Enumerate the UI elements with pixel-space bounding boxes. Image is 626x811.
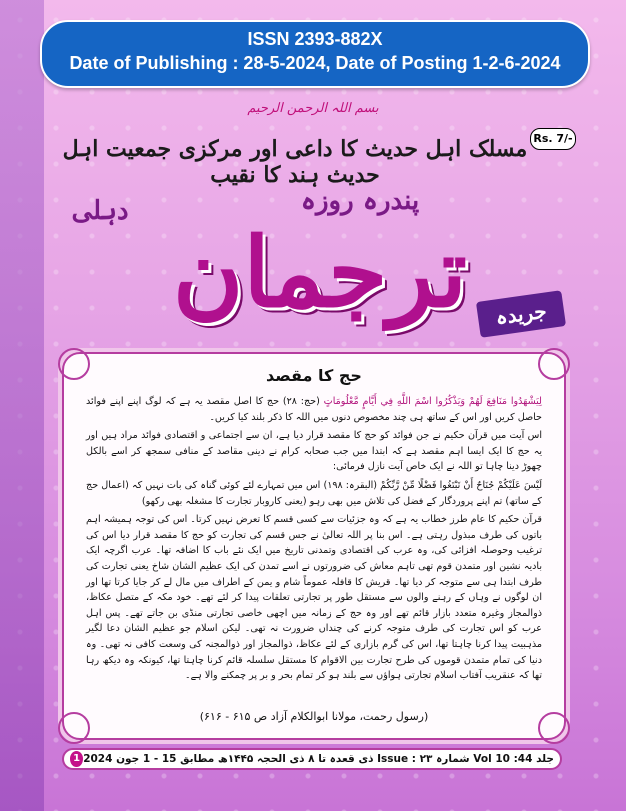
jareeda-badge: جریدہ bbox=[476, 290, 566, 338]
article-paragraph: قرآن حکیم کا عام طرز خطاب یہ ہے کہ وہ جزئیات سے کسی قسم کا تعرض نہیں کرتا۔ اس کی توجہ ہمیشہ اہم باتوں کی طرف مبذول رہتی ہے۔ اس بنا پر اللہ تعالیٰ نے جس قسم کی تجارت کو حج کا مقصد قرار دیا اس کی ترغیب وحوصلہ افزائی کی، وہ عرب کی اقتصادی وتمدنی تاریخ میں ایک نئے باب کا اضافہ تھا۔ عرب اگرچہ ایک بادیہ نشین اور متمدن قوم تھی تاہم معاش کی ضرورتوں نے اسے تمدن کی ایک عظیم الشان شاخ یعنی تجارت کی طرف ابتدا ہی سے متوجہ کر دیا تھا۔ قریش کا قافلہ عموماً شام و یمن کے اطراف میں مال لے کر جایا کرتا تھا اور ان لوگوں نے وہاں کے رہنے والوں سے مستقل طور پر تجارتی تعلقات پیدا کر لئے تھے۔ خود مکہ کے متصل عکاظ، ذوالمجاز وغیرہ متعدد بازار قائم تھے اور وہ حج کے زمانہ میں اچھی خاصی تجارتی منڈی بن جاتے تھے۔ پس اہل عرب کو اس تجارت کی طرف متوجہ کرنے کی چنداں ضرورت نہ تھی۔ لیکن اسلام جو عظیم الشان دعا لگیر مذہبیت پیدا کرنا چاہتا تھا، اس کی گرم بازاری کے لئے عکاظ، ذوالمجاز اور ذوالمجنہ کی وسعت کافی نہ تھی۔ وہ دنیا کی تمام متمدن قوموں کی طرح تجارت بین الاقوام کا مستقل سلسلہ قائم کرنا چاہتا تھا، کیونکہ وہ دیکھ رہا تھا کہ عنقریب آفتاب اسلام تجارتی ہواؤں سے بلند ہو کر تمام بحر و بر پر چمکنے والا ہے۔ bbox=[86, 514, 542, 682]
article-title: حج کا مقصد bbox=[266, 366, 362, 385]
city-label: دہلی bbox=[71, 196, 129, 226]
article-body bbox=[86, 394, 542, 687]
issn-number: ISSN 2393-882X bbox=[247, 29, 383, 49]
article-frame bbox=[62, 352, 566, 740]
bismillah-calligraphy: بسم اللہ الرحمن الرحیم bbox=[247, 101, 379, 116]
issn-banner bbox=[40, 20, 590, 88]
issue-footer bbox=[62, 748, 562, 770]
volume-issue-text: جلد 44: Vol 10 شمارہ Issue : ۲۳ ذی قعدہ تا ۸ ذی الحجہ ۱۴۴۵ھ مطابق 15 - 1 جون 2024 bbox=[83, 753, 554, 765]
left-decorative-strip bbox=[0, 0, 44, 811]
article-paragraph: لَيْسَ عَلَيْكُمْ جُنَاحٌ أَنْ تَبْتَغُوا فَضْلًا مِّنْ رَّبِّكُمْ (البقرہ: ۱۹۸) اس میں تمہارے لئے کوئی گناہ کی بات نہیں کہ (اعمال حج کے ساتھ) تم اپنے پروردگار کے فضل کی تلاش میں بھی رہو (یعنی کاروبار تجارت کا مشغلہ بھی رکھو) bbox=[86, 479, 542, 507]
price-badge: Rs. 7/- bbox=[530, 128, 576, 150]
frequency-label: پندرہ روزہ bbox=[300, 186, 420, 216]
quran-verse: لِيَشْهَدُوا مَنَافِعَ لَهُمْ وَيَذْكُرُوا اسْمَ اللَّهِ فِي أَيَّامٍ مَّعْلُومَاتٍ bbox=[323, 396, 542, 407]
article-paragraph: (حج: ۲۸) حج کا اصل مقصد یہ ہے کہ لوگ اپنے اپنے فوائد حاصل کریں اور اس کے ساتھ ہی چند مخصوص دنوں میں اللہ کا ذکر بلند کیا کریں۔ bbox=[86, 396, 542, 423]
article-attribution: (رسول رحمت، مولانا ابوالکلام آزاد ص ۶۱۵ - ۶۱۶) bbox=[199, 710, 429, 723]
publishing-dates: Date of Publishing : 28-5-2024, Date of Posting 1-2-6-2024 bbox=[69, 53, 561, 73]
masthead-title-logo: ترجمان bbox=[172, 216, 468, 329]
page-number: 1 bbox=[70, 751, 83, 767]
article-paragraph: اس آیت میں قرآن حکیم نے جن فوائد کو حج کا مقصد قرار دیا ہے، ان سے اجتماعی و اقتصادی فوائد مراد ہیں اور یہ حج کا ایک ایسا اہم مقصد ہے کہ ابتدا میں جب صحابہ کرام نے دینی مقاصد کے منافی سمجھ کر اسے بالکل چھوڑ دینا چاہا تو اللہ نے ایک خاص آیت نازل فرمائی: bbox=[86, 430, 542, 473]
masthead-subtitle: مسلک اہل حدیث کا داعی اور مرکزی جمعیت اہل حدیث ہند کا نقیب bbox=[62, 136, 528, 188]
